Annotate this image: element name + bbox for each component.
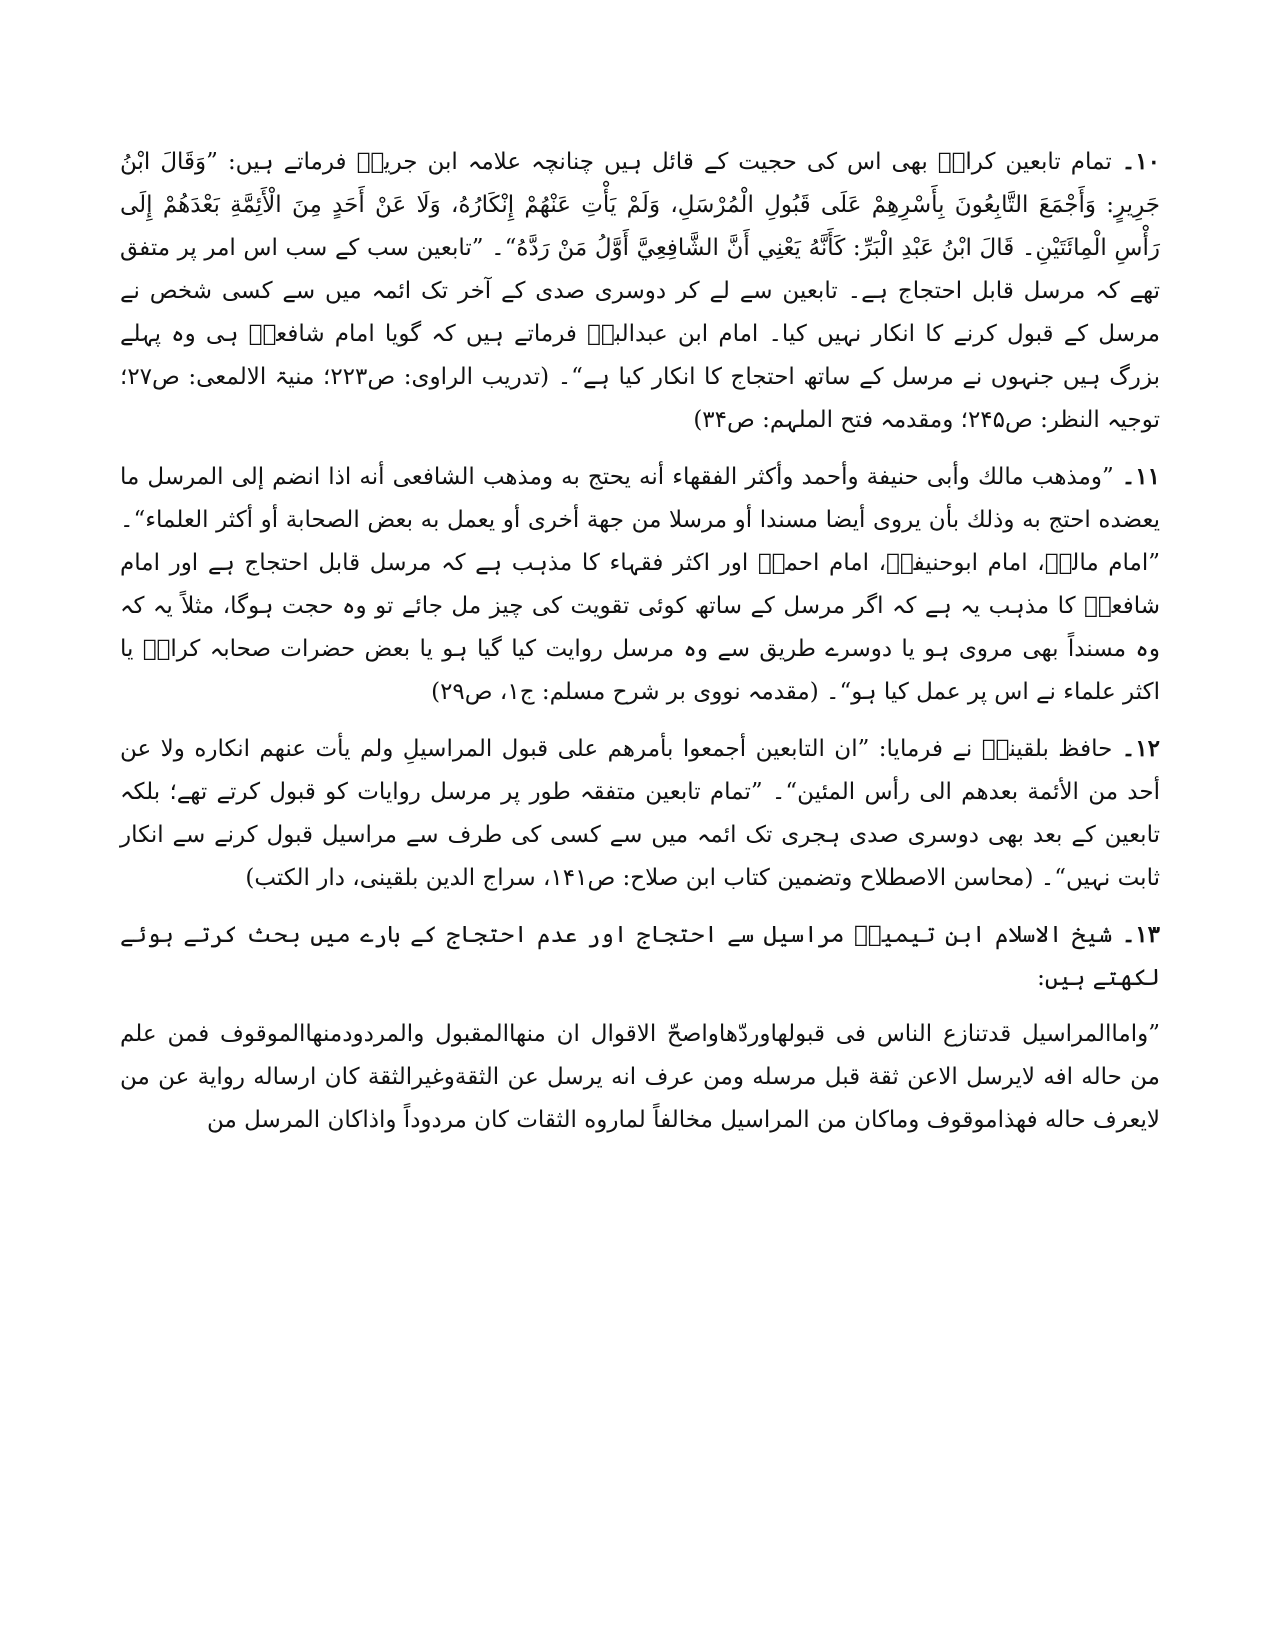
paragraph-number: ۱۰۔: [1121, 148, 1160, 175]
paragraph-12: [120, 727, 1160, 900]
paragraph-11: [120, 455, 1160, 714]
paragraph-text: حافظ بلقینیؒ نے فرمایا: ”ان التابعين أجمعوا بأمرهم على قبول المراسيلِ ولم يأت عنهم انكاره ولا عن أحد من الأئمة بعدهم الى رأس المئين“۔ ”تمام تابعین متفقہ طور پر مرسل روایات کو قبول کرتے تھے؛ بلکہ تابعین کے بعد بھی دوسری صدی ہجری تک ائمہ میں سے کسی کی طرف سے مراسیل قبول کرنے سے انکار ثابت نہیں“۔ (محاسن الاصطلاح وتضمین کتاب ابن صلاح: ص۱۴۱، سراج الدین بلقینی، دار الکتب): [120, 736, 1160, 891]
paragraph-number: ۱۲۔: [1121, 735, 1160, 762]
paragraph-text: ”واماالمراسيل قدتنازع الناس فى قبولهاوردّهاواصحّ الاقوال ان منهاالمقبول والمردودمنهاالموقوف فمن علم من حاله افه لايرسل الاعن ثقة قبل مرسله ومن عرف انه يرسل عن الثقةوغيرالثقة كان ارساله رواية عن من لايعرف حاله فهذاموقوف وماكان من المراسيل مخالفاً لماروه الثقات كان مردوداً واذاكان المرسل من: [120, 1021, 1160, 1133]
arabic-quote: [120, 1013, 1160, 1142]
paragraph-10: [120, 140, 1160, 442]
paragraph-text: ”ومذهب مالك وأبى حنيفة وأحمد وأكثر الفقهاء أنه يحتج به ومذهب الشافعى أنه اذا انضم إلى المرسل ما يعضده احتج به وذلك بأن يروى أيضا مسندا أو مرسلا من جهة أخرى أو يعمل به بعض الصحابة أو أكثر العلماء“۔ ”امام مالکؒ، امام ابوحنیفہؒ، امام احمدؒ اور اکثر فقہاء کا مذہب ہے کہ مرسل قابل احتجاج ہے اور امام شافعیؒ کا مذہب یہ ہے کہ اگر مرسل کے ساتھ کوئی تقویت کی چیز مل جائے تو وہ حجت ہوگا، مثلاً یہ کہ وہ مسنداً بھی مروی ہو یا دوسرے طریق سے وہ مرسل روایت کیا گیا ہو یا بعض حضرات صحابہ کرامؓ یا اکثر علماء نے اس پر عمل کیا ہو“۔ (مقدمہ نووی بر شرح مسلم: ج۱، ص۲۹): [120, 464, 1161, 705]
paragraph-13: [120, 913, 1160, 1000]
paragraph-number: ۱۳۔: [1121, 921, 1161, 948]
paragraph-number: ۱۱۔: [1121, 463, 1160, 490]
paragraph-text: تمام تابعین کرامؒ بھی اس کی حجیت کے قائل ہیں چنانچہ علامہ ابن جریرؒ فرماتے ہیں: ”وَقَالَ ابْنُ جَرِيرٍ: وَأَجْمَعَ التَّابِعُونَ بِأَسْرِهِمْ عَلَى قَبُولِ الْمُرْسَلِ، وَلَمْ يَأْتِ عَنْهُمْ إِنْكَارُهُ، وَلَا عَنْ أَحَدٍ مِنَ الْأَئِمَّةِ بَعْدَهُمْ إِلَى رَأْسِ الْمِائَتَيْنِ۔ قَالَ ابْنُ عَبْدِ الْبَرِّ: كَأَنَّهُ يَعْنِي أَنَّ الشَّافِعِيَّ أَوَّلُ مَنْ رَدَّهُ“۔ ”تابعین سب کے سب اس امر پر متفق تھے کہ مرسل قابل احتجاج ہے۔ تابعین سے لے کر دوسری صدی کے آخر تک ائمہ میں سے کسی شخص نے مرسل کے قبول کرنے کا انکار نہیں کیا۔ امام ابن عبدالبرؒ فرماتے ہیں کہ گویا امام شافعیؒ ہی وہ پہلے بزرگ ہیں جنہوں نے مرسل کے ساتھ احتجاج کا انکار کیا ہے“۔ (تدریب الراوی: ص۲۲۳؛ منیۃ الالمعی: ص۲۷؛ توجیہ النظر: ص۲۴۵؛ ومقدمہ فتح الملہم: ص۳۴): [120, 149, 1160, 433]
paragraph-text: شیخ الاسلام ابن تیمیہؒ مراسیل سے احتجاج اور عدم احتجاج کے بارے میں بحث کرتے ہوئے لکھتے ہیں:: [120, 922, 1160, 991]
document-page: [120, 140, 1160, 1155]
